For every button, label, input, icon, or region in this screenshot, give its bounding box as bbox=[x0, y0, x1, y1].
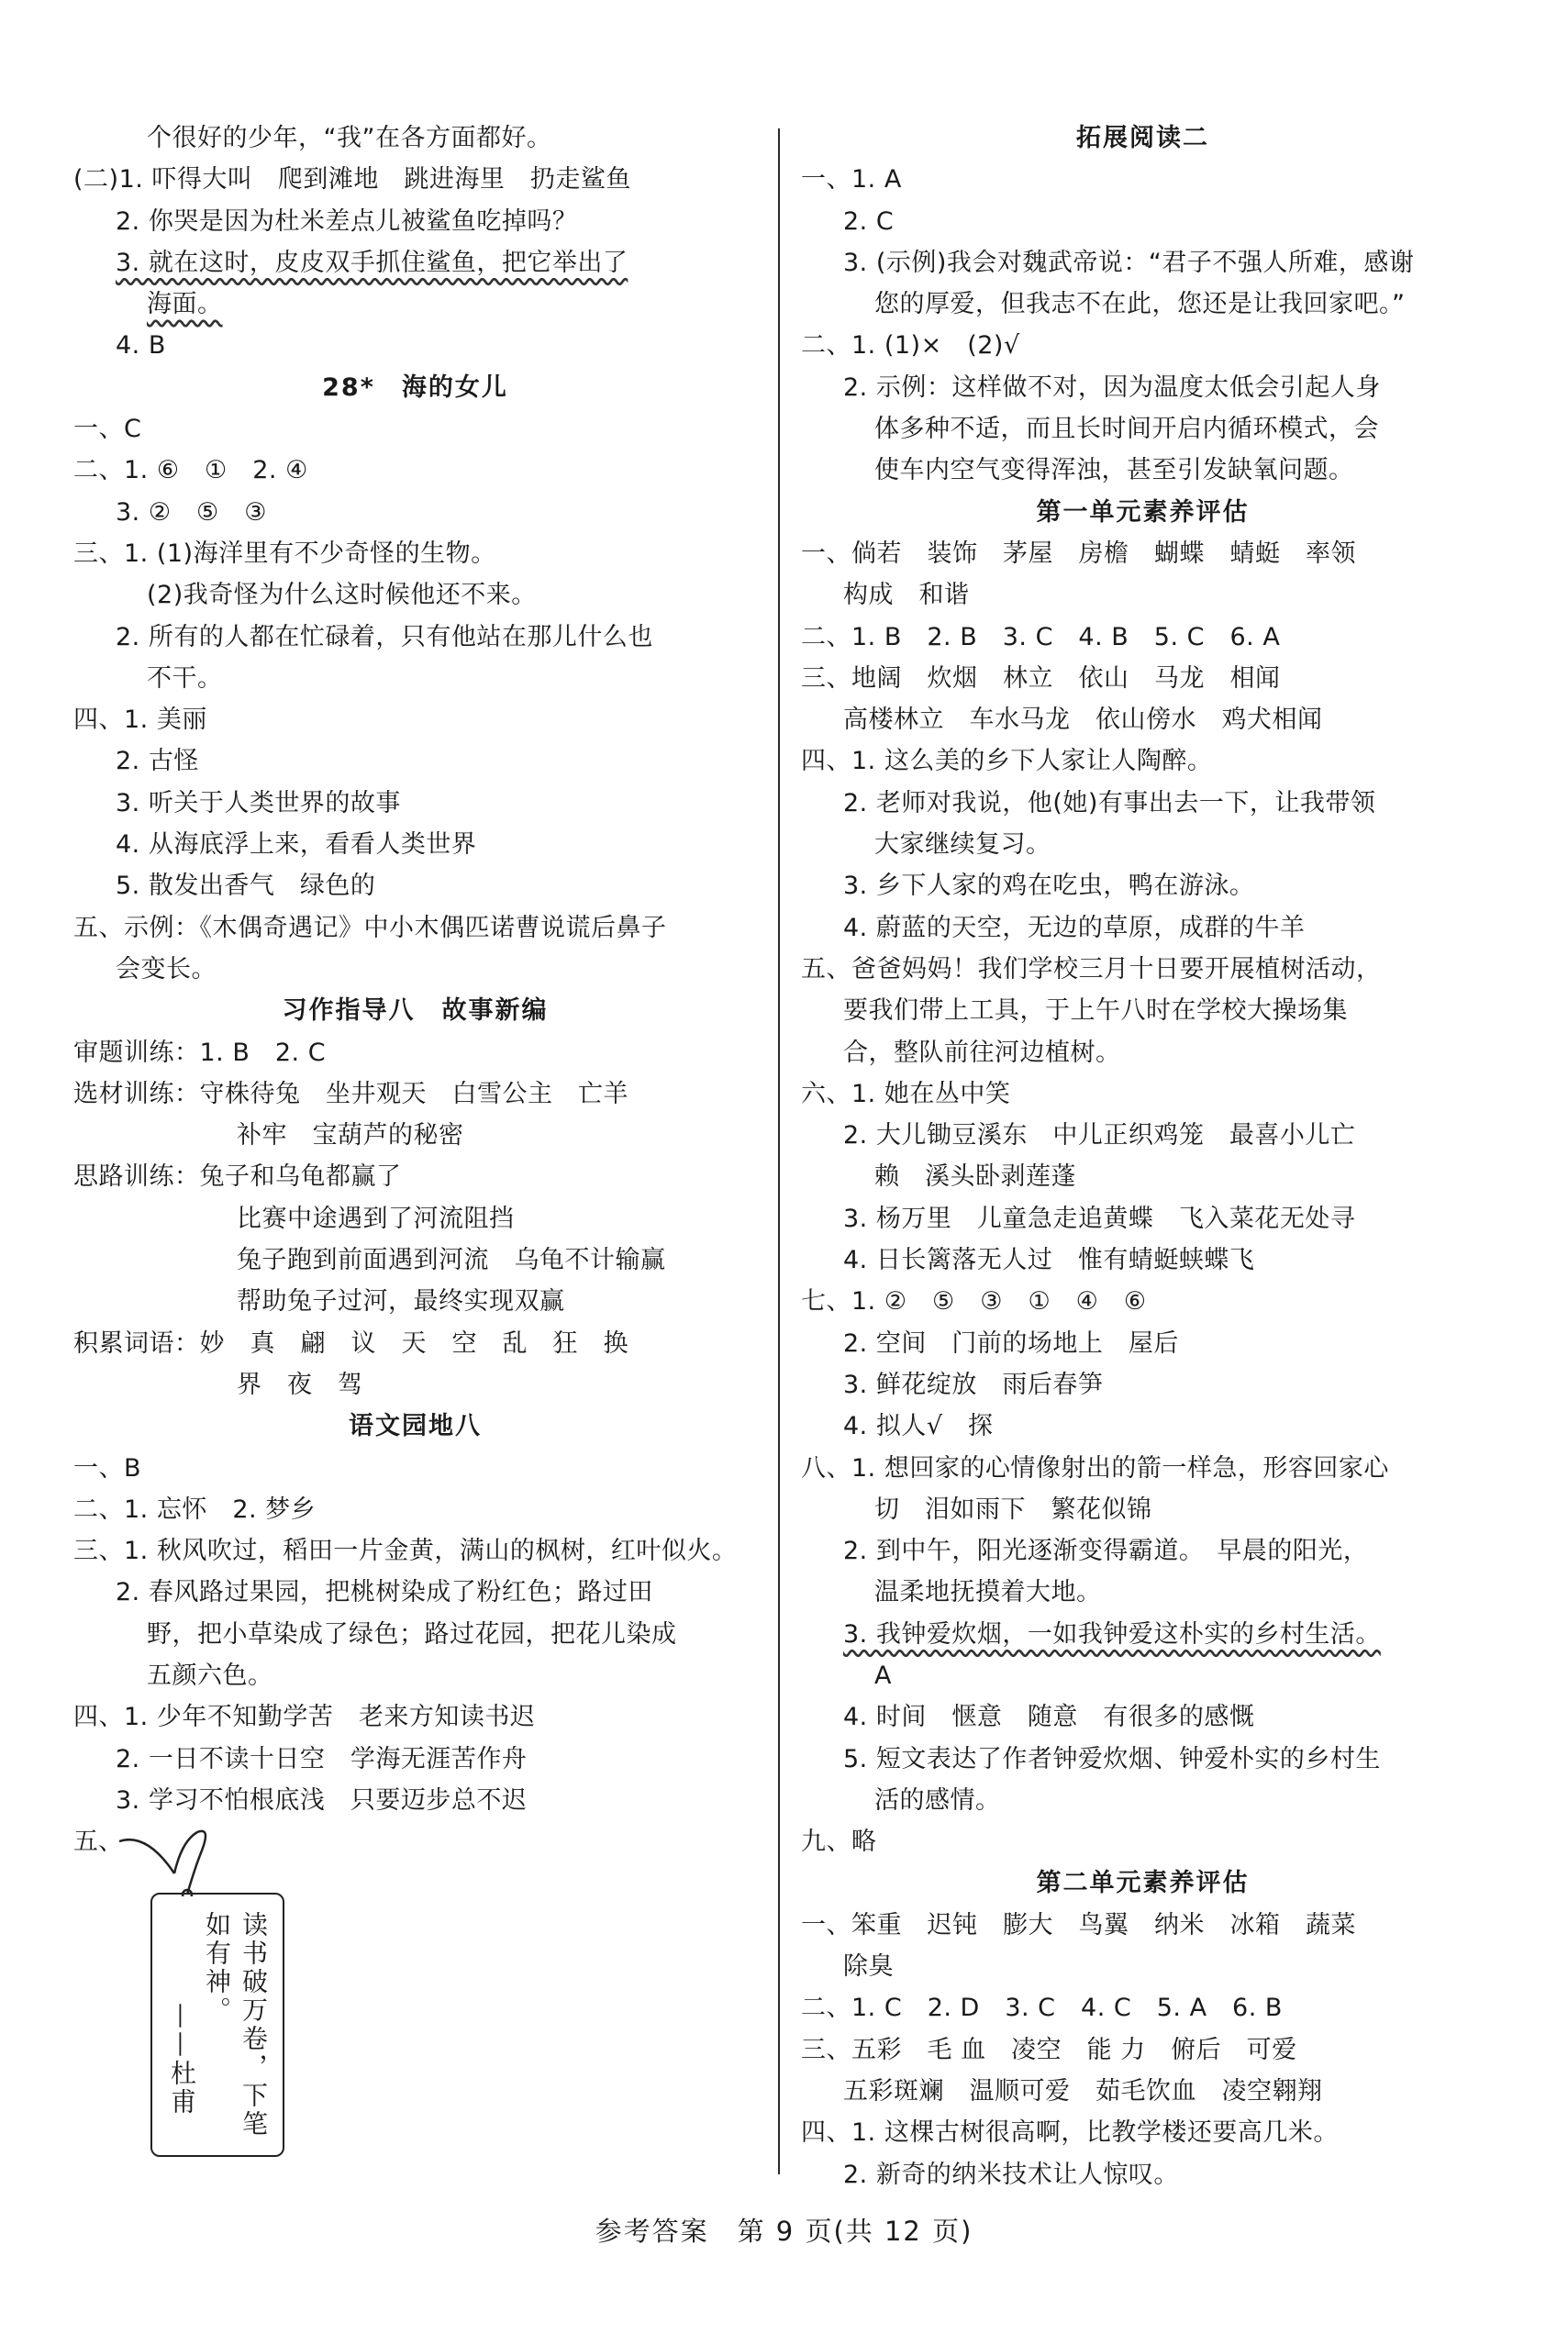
answer-line: 八、1. 想回家的心情像射出的箭一样急，形容回家心 bbox=[801, 1453, 1389, 1483]
answer-line: 会变长。 bbox=[116, 954, 217, 984]
answer-line: 2. 你哭是因为杜米差点儿被鲨鱼吃掉吗？ bbox=[116, 206, 578, 236]
answer-line: 三、五彩 毛 血 凌空 能 力 俯后 可爱 bbox=[801, 2035, 1297, 2064]
answer-line: 2. 所有的人都在忙碌着，只有他站在那儿什么也 bbox=[116, 622, 653, 651]
answer-line: 选材训练：守株待兔 坐井观天 白雪公主 亡羊 bbox=[73, 1079, 628, 1108]
answer-line: 五颜六色。 bbox=[147, 1661, 273, 1690]
answer-line: (2)我奇怪为什么这时候他还不来。 bbox=[147, 581, 537, 610]
answer-line: 一、倘若 装饰 茅屋 房檐 蝴蝶 蜻蜓 率领 bbox=[801, 539, 1356, 568]
answer-line: 活的感情。 bbox=[874, 1785, 1001, 1815]
page-footer: 参考答案 第 9 页(共 12 页) bbox=[595, 2216, 973, 2247]
answer-line: 补牢 宝葫芦的秘密 bbox=[237, 1121, 464, 1150]
answer-line: 3. 我钟爱炊烟，一如我钟爱这朴实的乡村生活。 bbox=[843, 1619, 1381, 1649]
right-column bbox=[801, 117, 1485, 2195]
answer-line: 不干。 bbox=[147, 663, 223, 693]
answer-line: 大家继续复习。 bbox=[874, 830, 1051, 860]
answer-line: 4. 日长篱落无人过 惟有蜻蜓蛱蝶飞 bbox=[843, 1246, 1255, 1275]
answer-line: 二、1. (1)× (2)√ bbox=[801, 331, 1020, 361]
answer-line: 3. 听关于人类世界的故事 bbox=[116, 788, 401, 817]
answer-line: 思路训练：兔子和乌龟都赢了 bbox=[73, 1162, 402, 1192]
answer-line: 4. 时间 惬意 随意 有很多的感慨 bbox=[843, 1703, 1255, 1732]
answer-line: 野，把小草染成了绿色；路过花园，把花儿染成 bbox=[147, 1619, 677, 1649]
section-heading: 拓展阅读二 bbox=[1076, 124, 1209, 152]
answer-line: 3. 杨万里 儿童急走追黄蝶 飞入菜花无处寻 bbox=[843, 1204, 1356, 1233]
answer-line: 4. 从海底浮上来，看看人类世界 bbox=[116, 830, 477, 860]
answer-line: 5. 散发出香气 绿色的 bbox=[116, 872, 376, 901]
answer-line: 2. 一日不读十日空 学海无涯苦作舟 bbox=[116, 1744, 528, 1773]
answer-line: 5. 短文表达了作者钟爱炊烟、钟爱朴实的乡村生 bbox=[843, 1744, 1381, 1773]
answer-line: 一、B bbox=[73, 1453, 142, 1483]
bookmark-quote: 读书破万卷，下笔如有神。 bbox=[202, 1911, 269, 2139]
section-heading: 28* 海的女儿 bbox=[322, 372, 508, 402]
answer-line: 五彩斑斓 温顺可爱 茹毛饮血 凌空翱翔 bbox=[843, 2076, 1323, 2106]
answer-line: 二、1. C 2. D 3. C 4. C 5. A 6. B bbox=[801, 1994, 1283, 2023]
bookmark-answer bbox=[73, 1821, 757, 2139]
answer-line: 一、1. A bbox=[801, 165, 902, 194]
answer-line: 四、1. 这么美的乡下人家让人陶醉。 bbox=[801, 747, 1213, 776]
answer-line: 个很好的少年，“我”在各方面都好。 bbox=[147, 124, 552, 152]
answer-line: 3. (示例)我会对魏武帝说：“君子不强人所难，感谢 bbox=[843, 248, 1415, 277]
answer-line: 构成 和谐 bbox=[843, 581, 970, 610]
answer-line: 2. 古怪 bbox=[116, 747, 199, 776]
answer-line: 2. 示例：这样做不对，因为温度太低会引起人身 bbox=[843, 372, 1381, 402]
answer-line: 2. 春风路过果园，把桃树染成了粉红色；路过田 bbox=[116, 1578, 653, 1607]
answer-line: 六、1. 她在丛中笑 bbox=[801, 1079, 1011, 1108]
answer-line: 4. 蔚蓝的天空，无边的草原，成群的牛羊 bbox=[843, 913, 1306, 942]
left-column bbox=[73, 117, 757, 2139]
bookmark-card bbox=[150, 1893, 284, 2157]
answer-line: 赖 溪头卧剥莲蓬 bbox=[874, 1162, 1076, 1192]
answer-line: 二、1. ⑥ ① 2. ④ bbox=[73, 456, 308, 485]
answer-line: 使车内空气变得浑浊，甚至引发缺氧问题。 bbox=[874, 456, 1354, 485]
answer-line: 温柔地抚摸着大地。 bbox=[874, 1578, 1102, 1607]
section-heading: 语文园地八 bbox=[349, 1412, 482, 1441]
answer-label: 五、 bbox=[73, 1828, 123, 1857]
answer-line: 2. 新奇的纳米技术让人惊叹。 bbox=[843, 2160, 1179, 2189]
answer-line: 七、1. ② ⑤ ③ ① ④ ⑥ bbox=[801, 1287, 1147, 1317]
answer-line: 五、示例：《木偶奇遇记》中小木偶匹诺曹说谎后鼻子 bbox=[73, 913, 667, 942]
answer-line: 2. 老师对我说，他(她)有事出去一下，让我带领 bbox=[843, 788, 1376, 817]
answer-line: 2. 空间 门前的场地上 屋后 bbox=[843, 1328, 1179, 1358]
answer-line: 您的厚爱，但我志不在此，您还是让我回家吧。” bbox=[874, 290, 1406, 319]
answer-line: 除臭 bbox=[843, 1952, 894, 1982]
answer-line: 三、地阔 炊烟 林立 依山 马龙 相闻 bbox=[801, 663, 1281, 693]
answer-line: 2. 到中午，阳光逐渐变得霸道。 早晨的阳光， bbox=[843, 1537, 1369, 1566]
section-heading: 第二单元素养评估 bbox=[1036, 1869, 1250, 1898]
answer-line: 一、C bbox=[73, 415, 142, 444]
answer-line: 九、略 bbox=[801, 1828, 877, 1857]
answer-line: A bbox=[874, 1661, 892, 1690]
answer-line: 二、1. B 2. B 3. C 4. B 5. C 6. A bbox=[801, 622, 1281, 651]
section-heading: 第一单元素养评估 bbox=[1036, 497, 1250, 527]
answer-line: 积累词语：妙 真 翩 议 天 空 乱 狂 换 bbox=[73, 1328, 628, 1358]
answer-line: 体多种不适，而且长时间开启内循环模式，会 bbox=[874, 415, 1379, 444]
answer-line: 兔子跑到前面遇到河流 乌龟不计输赢 bbox=[237, 1246, 666, 1275]
answer-line: 3. 就在这时，皮皮双手抓住鲨鱼，把它举出了 bbox=[116, 248, 628, 277]
answer-line: 3. 乡下人家的鸡在吃虫，鸭在游泳。 bbox=[843, 872, 1255, 901]
answer-line: 四、1. 这棵古树很高啊，比教学楼还要高几米。 bbox=[801, 2118, 1339, 2148]
bookmark-author: ——杜甫 bbox=[167, 2003, 197, 2117]
answer-line: 一、笨重 迟钝 膨大 鸟翼 纳米 冰箱 蔬菜 bbox=[801, 1910, 1356, 1939]
answer-line: 4. B bbox=[116, 331, 166, 361]
bookmark-string-icon bbox=[110, 1823, 257, 1896]
answer-line: 2. C bbox=[843, 206, 895, 236]
answer-line: 海面。 bbox=[147, 290, 223, 319]
answer-line: 界 夜 驾 bbox=[237, 1370, 363, 1399]
answer-line: 合，整队前往河边植树。 bbox=[843, 1038, 1121, 1067]
section-heading: 习作指导八 故事新编 bbox=[282, 996, 549, 1026]
answer-line: 四、1. 美丽 bbox=[73, 706, 207, 735]
answer-line: 三、1. 秋风吹过，稻田一片金黄，满山的枫树，红叶似火。 bbox=[73, 1537, 738, 1566]
answer-line: 审题训练：1. B 2. C bbox=[73, 1038, 327, 1067]
answer-line: 3. ② ⑤ ③ bbox=[116, 497, 267, 527]
column-divider bbox=[778, 128, 780, 2174]
answer-line: 高楼林立 车水马龙 依山傍水 鸡犬相闻 bbox=[843, 706, 1323, 735]
answer-line: 帮助兔子过河，最终实现双赢 bbox=[237, 1287, 565, 1317]
answer-line: 比赛中途遇到了河流阻挡 bbox=[237, 1204, 515, 1233]
answer-line: 五、爸爸妈妈！我们学校三月十日要开展植树活动， bbox=[801, 954, 1382, 984]
answer-line: 四、1. 少年不知勤学苦 老来方知读书迟 bbox=[73, 1703, 536, 1732]
answer-line: 4. 拟人√ 探 bbox=[843, 1412, 994, 1441]
answer-line: 三、1. (1)海洋里有不少奇怪的生物。 bbox=[73, 539, 496, 568]
answer-line: 二、1. 忘怀 2. 梦乡 bbox=[73, 1495, 317, 1524]
answer-line: 切 泪如雨下 繁花似锦 bbox=[874, 1495, 1152, 1524]
answer-line: 要我们带上工具，于上午八时在学校大操场集 bbox=[843, 996, 1348, 1026]
answer-line: 3. 学习不怕根底浅 只要迈步总不迟 bbox=[116, 1785, 528, 1815]
answer-line: 2. 大儿锄豆溪东 中儿正织鸡笼 最喜小儿亡 bbox=[843, 1121, 1356, 1150]
answer-line: (二)1. 吓得大叫 爬到滩地 跳进海里 扔走鲨鱼 bbox=[73, 165, 631, 194]
answer-line: 3. 鲜花绽放 雨后春笋 bbox=[843, 1370, 1104, 1399]
